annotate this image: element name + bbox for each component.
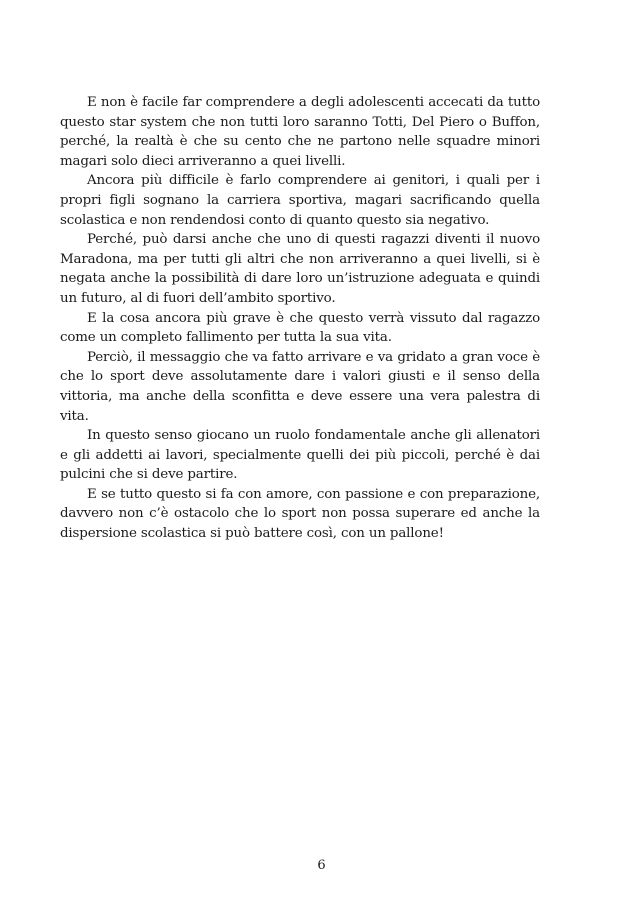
paragraph: Perciò, il messaggio che va fatto arrivare e va gridato a gran voce è che lo sport deve assolutamente dare i valori giusti e il senso della vittoria, ma anche della sconfitta e deve essere una vera palestra di vita. xyxy=(60,349,540,424)
paragraph: In questo senso giocano un ruolo fondamentale anche gli allenatori e gli addetti ai lavori, specialmente quelli dei più piccoli, perché è dai pulcini che si deve partire. xyxy=(60,428,540,483)
page-number: 6 xyxy=(317,858,326,873)
paragraph: E non è facile far comprendere a degli adolescenti accecati da tutto questo star system che non tutti loro saranno Totti, Del Piero o Buffon, perché, la realtà è che su cento che ne partono nelle squadre minori magari solo dieci arriveranno a quei livelli. xyxy=(60,95,540,169)
paragraph: Perché, può darsi anche che uno di questi ragazzi diventi il nuovo Maradona, ma per tutti gli altri che non arriveranno a quei livelli, si è negata anche la possibilità di dare loro un’istruzione adeguata e quindi un futuro, al di fuori dell’ambito sportivo. xyxy=(60,232,540,306)
paragraph: E se tutto questo si fa con amore, con passione e con preparazione, davvero non c’è ostacolo che lo sport non possa superare ed anche la dispersione scolastica si può battere così, con un pallone! xyxy=(60,486,540,542)
body-text xyxy=(60,93,540,544)
paragraph: Ancora più difficile è farlo comprendere ai genitori, i quali per i propri figli sognano la carriera sportiva, magari sacrificando quella scolastica e non rendendosi conto di quanto questo sia negativo. xyxy=(60,173,540,228)
paragraph: E la cosa ancora più grave è che questo verrà vissuto dal ragazzo come un completo fallimento per tutta la sua vita. xyxy=(60,310,540,346)
